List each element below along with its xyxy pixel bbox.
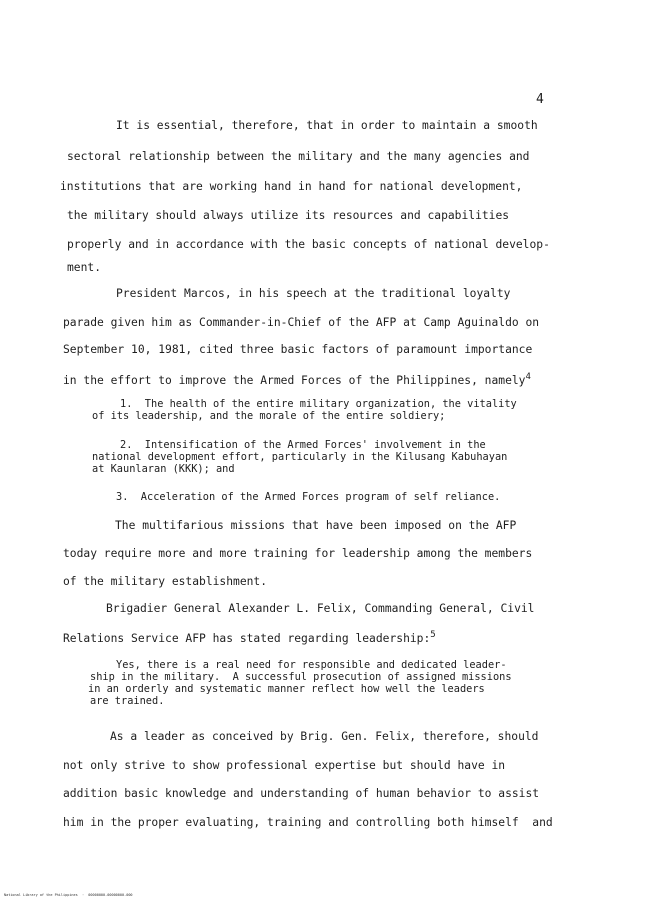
text-line: institutions that are working hand in hand for national development, bbox=[60, 180, 523, 193]
text-line: President Marcos, in his speech at the traditional loyalty bbox=[116, 287, 511, 300]
text-line: addition basic knowledge and understanding of human behavior to assist bbox=[63, 787, 540, 800]
text-line-content: in the effort to improve the Armed Forces of the Philippines, namely bbox=[63, 373, 526, 387]
text-line: properly and in accordance with the basic concepts of national develop- bbox=[67, 238, 550, 251]
text-line-content: Relations Service AFP has stated regarding leadership: bbox=[63, 631, 431, 645]
page-number: 4 bbox=[536, 92, 544, 107]
text-line: him in the proper evaluating, training and controlling both himself and bbox=[63, 816, 553, 829]
text-line: sectoral relationship between the military and the many agencies and bbox=[67, 150, 530, 163]
list-item-line: 2. Intensification of the Armed Forces' involvement in the bbox=[120, 439, 486, 451]
text-line: of the military establishment. bbox=[63, 575, 268, 588]
list-item-line: 3. Acceleration of the Armed Forces program of self reliance. bbox=[116, 491, 501, 503]
text-line: parade given him as Commander-in-Chief of the AFP at Camp Aguinaldo on bbox=[63, 316, 540, 329]
text-line: not only strive to show professional expertise but should have in bbox=[63, 759, 506, 772]
footnote-marker: 5 bbox=[430, 630, 436, 640]
list-item-line: 1. The health of the entire military organization, the vitality bbox=[120, 398, 517, 410]
text-line: today require more and more training for leadership among the members bbox=[63, 547, 533, 560]
text-line: As a leader as conceived by Brig. Gen. Felix, therefore, should bbox=[110, 730, 539, 743]
quote-line: ship in the military. A successful prosecution of assigned missions bbox=[90, 671, 512, 683]
list-item-line: national development effort, particularly in the Kilusang Kabuhayan bbox=[92, 451, 508, 463]
text-line: ment. bbox=[67, 261, 102, 274]
text-line: September 10, 1981, cited three basic factors of paramount importance bbox=[63, 343, 533, 356]
text-line: The multifarious missions that have been imposed on the AFP bbox=[115, 519, 517, 532]
quote-line: in an orderly and systematic manner reflect how well the leaders bbox=[88, 683, 485, 695]
list-item-line: at Kaunlaran (KKK); and bbox=[92, 463, 235, 475]
footnote-marker: 4 bbox=[525, 372, 531, 382]
text-line: It is essential, therefore, that in order to maintain a smooth bbox=[116, 119, 538, 132]
quote-line: are trained. bbox=[90, 695, 165, 707]
quote-line: Yes, there is a real need for responsible and dedicated leader- bbox=[116, 659, 507, 671]
text-line bbox=[63, 630, 436, 645]
text-line: Brigadier General Alexander L. Felix, Commanding General, Civil bbox=[106, 602, 535, 615]
scan-footer: National Library of the Philippines · 00000000-00000000-000 bbox=[4, 893, 133, 897]
text-line bbox=[63, 372, 531, 387]
text-line: the military should always utilize its resources and capabilities bbox=[67, 209, 510, 222]
list-item-line: of its leadership, and the morale of the entire soldiery; bbox=[92, 410, 446, 422]
